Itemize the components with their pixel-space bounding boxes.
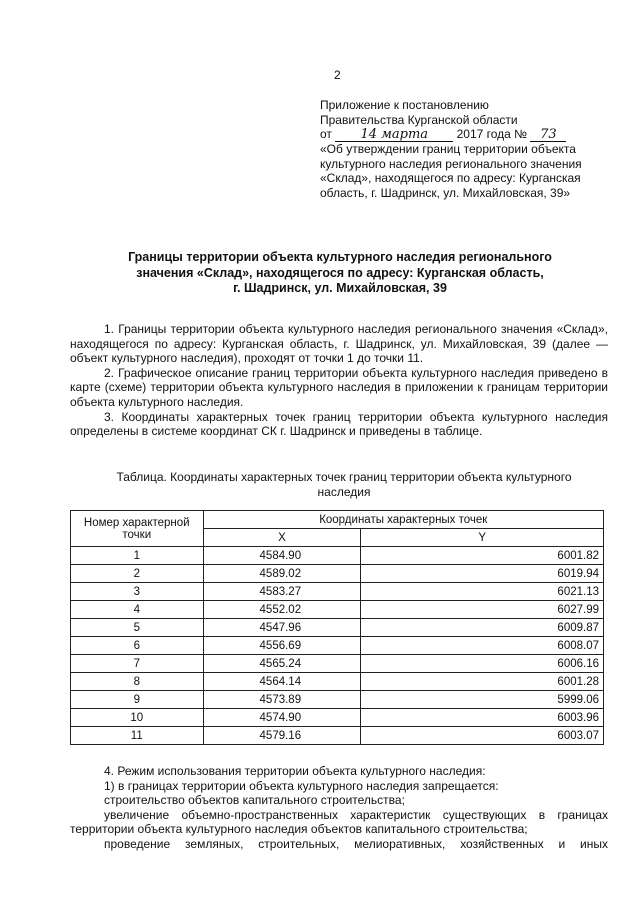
table-row bbox=[71, 709, 604, 727]
point-number-cell: 1 bbox=[71, 547, 204, 565]
point-number-cell: 9 bbox=[71, 691, 204, 709]
x-coordinate-cell: 4574.90 bbox=[203, 709, 361, 727]
paragraph-1: 1. Границы территории объекта культурного наследия регионального значения «Склад», находящегося по адресу: Курганская область, г. Шадринск, ул. Михайловская, 39 (далее — объект культурного наследия), проходят от точки 1 до точки 11. bbox=[70, 322, 608, 366]
x-coordinate-cell: 4556.69 bbox=[203, 637, 361, 655]
appendix-date-line bbox=[320, 127, 620, 142]
table-row bbox=[71, 565, 604, 583]
appendix-line-6: «Склад», находящегося по адресу: Курганская bbox=[320, 171, 581, 186]
table-row bbox=[71, 727, 604, 745]
y-coordinate-cell: 6027.99 bbox=[361, 601, 604, 619]
section4-line-5: проведение земляных, строительных, мелиоративных, хозяйственных и иных bbox=[104, 836, 608, 851]
section4-line-3: строительство объектов капитального строительства; bbox=[104, 793, 405, 808]
y-coordinate-cell: 6009.87 bbox=[361, 619, 604, 637]
x-coordinate-cell: 4565.24 bbox=[203, 655, 361, 673]
caption-line-2: наследия bbox=[317, 484, 371, 499]
x-coordinate-cell: 4573.89 bbox=[203, 691, 361, 709]
x-coordinate-cell: 4584.90 bbox=[203, 547, 361, 565]
appendix-line-7: область, г. Шадринск, ул. Михайловская, 39» bbox=[320, 185, 571, 200]
table-caption bbox=[84, 470, 604, 499]
y-coordinate-cell: 6003.96 bbox=[361, 709, 604, 727]
table-row bbox=[71, 601, 604, 619]
y-coordinate-cell: 6003.07 bbox=[361, 727, 604, 745]
section-4 bbox=[70, 764, 608, 852]
x-coordinate-cell: 4579.16 bbox=[203, 727, 361, 745]
header-point-number: Номер характерной точки bbox=[71, 511, 204, 547]
point-number-cell: 10 bbox=[71, 709, 204, 727]
x-coordinate-cell: 4589.02 bbox=[203, 565, 361, 583]
y-coordinate-cell: 6019.94 bbox=[361, 565, 604, 583]
section4-line-2: 1) в границах территории объекта культурного наследия запрещается: bbox=[104, 778, 499, 793]
point-number-cell: 5 bbox=[71, 619, 204, 637]
title-line-3: г. Шадринск, ул. Михайловская, 39 bbox=[233, 281, 447, 295]
coordinates-table bbox=[70, 510, 604, 745]
x-coordinate-cell: 4564.14 bbox=[203, 673, 361, 691]
table-row bbox=[71, 637, 604, 655]
point-number-cell: 7 bbox=[71, 655, 204, 673]
section4-line-1: 4. Режим использования территории объекта культурного наследия: bbox=[104, 764, 486, 778]
y-coordinate-cell: 6006.16 bbox=[361, 655, 604, 673]
header-x: X bbox=[203, 529, 361, 547]
year-text: 2017 года № bbox=[456, 127, 528, 142]
point-number-cell: 4 bbox=[71, 601, 204, 619]
y-coordinate-cell: 6001.28 bbox=[361, 673, 604, 691]
table-row bbox=[71, 655, 604, 673]
coordinates-body bbox=[71, 547, 604, 745]
header-coordinates: Координаты характерных точек bbox=[203, 511, 603, 529]
y-coordinate-cell: 6021.13 bbox=[361, 583, 604, 601]
point-number-cell: 2 bbox=[71, 565, 204, 583]
table-row bbox=[71, 673, 604, 691]
x-coordinate-cell: 4552.02 bbox=[203, 601, 361, 619]
point-number-cell: 3 bbox=[71, 583, 204, 601]
caption-line-1: Таблица. Координаты характерных точек границ территории объекта культурного bbox=[116, 470, 572, 484]
date-prefix: от bbox=[320, 127, 332, 142]
table-row bbox=[71, 619, 604, 637]
y-coordinate-cell: 6001.82 bbox=[361, 547, 604, 565]
point-number-cell: 6 bbox=[71, 637, 204, 655]
handwritten-number: 73 bbox=[530, 129, 566, 142]
header-y: Y bbox=[361, 529, 604, 547]
y-coordinate-cell: 6008.07 bbox=[361, 637, 604, 655]
table-row bbox=[71, 691, 604, 709]
document-title bbox=[80, 250, 600, 297]
appendix-line-5: культурного наследия регионального значения bbox=[320, 156, 582, 171]
section4-line-4: увеличение объемно-пространственных характеристик существующих в границах территории объекта культурного наследия объектов капитального строительства; bbox=[70, 807, 608, 837]
body-paragraphs bbox=[70, 322, 608, 439]
appendix-line-4: «Об утверждении границ территории объекта bbox=[320, 142, 576, 157]
x-coordinate-cell: 4547.96 bbox=[203, 619, 361, 637]
y-coordinate-cell: 5999.06 bbox=[361, 691, 604, 709]
paragraph-3: 3. Координаты характерных точек границ территории объекта культурного наследия определены в системе координат СК г. Шадринск и приведены в таблице. bbox=[70, 409, 608, 439]
handwritten-date: 14 марта bbox=[335, 129, 453, 142]
appendix-block bbox=[320, 98, 620, 201]
point-number-cell: 11 bbox=[71, 727, 204, 745]
title-line-1: Границы территории объекта культурного наследия регионального bbox=[128, 250, 552, 264]
paragraph-2: 2. Графическое описание границ территории объекта культурного наследия приведено в карте (схеме) территории объекта культурного наследия в приложении к границам территории объекта культурного наследия. bbox=[70, 365, 608, 409]
point-number-cell: 8 bbox=[71, 673, 204, 691]
page-number: 2 bbox=[334, 68, 341, 82]
appendix-line-1: Приложение к постановлению bbox=[320, 98, 489, 112]
title-line-2: значения «Склад», находящегося по адресу: Курганская область, bbox=[136, 265, 544, 280]
table-row bbox=[71, 583, 604, 601]
appendix-line-2: Правительства Курганской области bbox=[320, 112, 518, 127]
table-row bbox=[71, 547, 604, 565]
x-coordinate-cell: 4583.27 bbox=[203, 583, 361, 601]
